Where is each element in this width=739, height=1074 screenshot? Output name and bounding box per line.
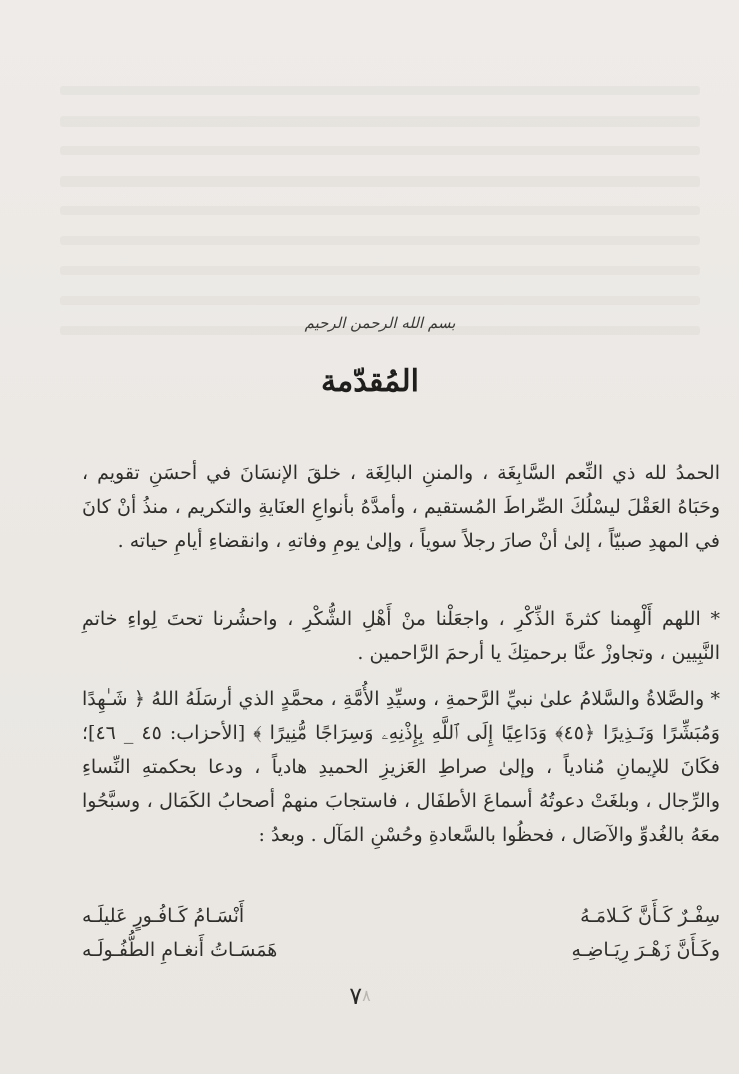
verse-first-hemistich: وكَـأَنَّ زَهْـرَ رِيَـاضِـهِ xyxy=(571,939,720,961)
paragraph-1: الحمدُ لله ذي النِّعم السَّابِغَة ، والمننِ البالِغَة ، خلقَ الإنسَانَ في أحسَنِ تقويم ، وحَبَاهُ العَقْلَ ليسْلُكَ الصِّراطَ المُستقيم ، وأمدَّهُ بأنواعِ العنَايةِ والتكريم ، منذُ أنْ كانَ في المهدِ صبيّاً ، إلىٰ أنْ صارَ رجلاً سوياً ، وإلىٰ يومِ وفاتهِ ، وانقضاءِ أيامِ حياته . xyxy=(82,462,720,552)
paragraph-2: * اللهم أَلْهِمنا كثرةَ الذِّكْرِ ، واجعَلْنا منْ أَهْلِ الشُّكْرِ ، واحشُرنا تحتَ لِواءِ خاتمِ النَّبِيين ، وتجاوزْ عنَّا برحمتِكَ يا أرحمَ الرَّاحمين . xyxy=(82,608,720,664)
verse-second-hemistich: أَنْسَـامُ كَـافُـورٍ عَليلَـه xyxy=(82,905,245,927)
poem-verse xyxy=(82,934,720,966)
bleed-through-line xyxy=(60,116,700,127)
bleed-through-line xyxy=(60,296,700,305)
bleed-through-line xyxy=(60,176,700,187)
page-title: المُقدّمة xyxy=(321,364,419,399)
bleed-through-line xyxy=(60,206,700,215)
page-number xyxy=(330,978,390,1014)
bleed-through-line xyxy=(60,236,700,245)
verse-first-hemistich: سِفْـرٌ كَـأَنَّ كَـلامَـهُ xyxy=(580,905,720,927)
page-number-value: ٧ xyxy=(349,982,363,1010)
bleed-through-line xyxy=(60,266,700,275)
bleed-through-line xyxy=(60,86,700,95)
basmala: بسم الله الرحمن الرحيم xyxy=(304,314,456,332)
verse-second-hemistich: هَمَسَـاتُ أَنغـامِ الطُّفُـولَـه xyxy=(82,939,278,961)
page-number-bleed: ٨ xyxy=(362,986,371,1005)
bleed-through-line xyxy=(60,146,700,155)
poem-verse xyxy=(82,900,720,932)
paragraph-3: * والصَّلاةُ والسَّلامُ علىٰ نبيِّ الرَّحمةِ ، وسيِّدِ الأُمَّةِ ، محمَّدٍ الذي أرسَلَهُ اللهُ ﴿ شَـٰهِدًا وَمُبَشِّرًا وَنَـذِيرًا ﴿٤٥﴾ وَدَاعِيًا إِلَى ٱللَّهِ بِإِذْنِهِۦ وَسِرَاجًا مُّنِيرًا ﴾ [الأحزاب: ٤٥ _ ٤٦]؛ فكَانَ للإيمانِ مُنادياً ، وإلىٰ صراطِ العَزيزِ الحميدِ هادياً ، ودعا بحكمتهِ النِّساءِ والرِّجال ، وبلغَتْ دعوتُهُ أسماعَ الأطفَال ، فاستجابَ منهمْ أصحابُ الكَمَال ، وسبَّحُوا معَهُ بالغُدوِّ والآصَال ، فحظُوا بالسَّعادةِ وحُسْنِ المَآل . وبعدُ : xyxy=(82,688,720,846)
